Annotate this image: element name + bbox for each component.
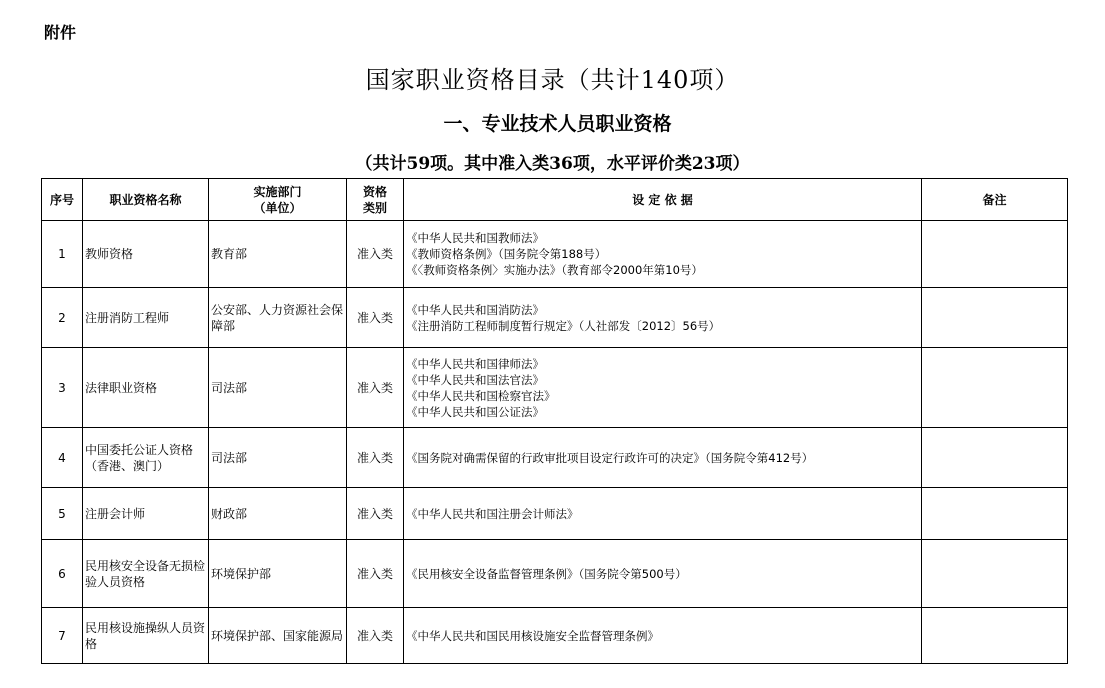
row-dept: 环境保护部、国家能源局 <box>209 608 347 664</box>
header-dept-line2: （单位） <box>253 200 302 215</box>
row-remarks <box>922 348 1068 428</box>
row-num: 3 <box>42 348 83 428</box>
row-dept: 公安部、人力资源社会保障部 <box>209 288 347 348</box>
row-name: 注册消防工程师 <box>83 288 209 348</box>
row-remarks <box>922 428 1068 488</box>
header-name: 职业资格名称 <box>83 179 209 221</box>
row-num: 6 <box>42 540 83 608</box>
header-num: 序号 <box>42 179 83 221</box>
attachment-label: 附件 <box>44 23 77 42</box>
qualification-table <box>41 178 1068 664</box>
row-name: 注册会计师 <box>83 488 209 540</box>
section-title: 一、专业技术人员职业资格 <box>443 113 672 135</box>
row-basis <box>404 540 922 608</box>
row-basis <box>404 608 922 664</box>
row-name: 教师资格 <box>83 221 209 288</box>
header-basis: 设 定 依 据 <box>404 179 922 221</box>
table-header-row <box>42 179 1068 221</box>
row-name: 中国委托公证人资格（香港、澳门） <box>83 428 209 488</box>
row-category: 准入类 <box>347 540 404 608</box>
row-name: 民用核安全设备无损检验人员资格 <box>83 540 209 608</box>
basis-line: 《中华人民共和国律师法》 <box>406 356 544 371</box>
basis-line: 《〈教师资格条例〉实施办法》（教育部令2000年第10号） <box>406 263 703 277</box>
row-basis <box>404 428 922 488</box>
row-name: 民用核设施操纵人员资格 <box>83 608 209 664</box>
header-category-line2: 类别 <box>362 200 387 215</box>
header-category-line1: 资格 <box>362 184 387 199</box>
row-basis <box>404 288 922 348</box>
table-row <box>42 221 1068 288</box>
table-row <box>42 348 1068 428</box>
basis-line: 《中华人民共和国法官法》 <box>406 372 544 387</box>
header-dept-line1: 实施部门 <box>253 184 302 199</box>
basis-line: 《民用核安全设备监督管理条例》（国务院令第500号） <box>406 566 687 581</box>
row-basis <box>404 348 922 428</box>
table-row <box>42 428 1068 488</box>
row-remarks <box>922 608 1068 664</box>
basis-line: 《中华人民共和国消防法》 <box>406 302 544 317</box>
table-row <box>42 288 1068 348</box>
row-dept: 环境保护部 <box>209 540 347 608</box>
basis-line: 《国务院对确需保留的行政审批项目设定行政许可的决定》（国务院令第412号） <box>406 450 814 465</box>
row-num: 4 <box>42 428 83 488</box>
row-dept: 司法部 <box>209 348 347 428</box>
row-dept: 司法部 <box>209 428 347 488</box>
basis-line: 《注册消防工程师制度暂行规定》（人社部发〔2012〕56号） <box>406 318 721 333</box>
header-dept <box>209 179 347 221</box>
basis-line: 《中华人民共和国公证法》 <box>406 404 544 419</box>
row-basis <box>404 488 922 540</box>
row-remarks <box>922 540 1068 608</box>
basis-line: 《中华人民共和国教师法》 <box>406 231 544 245</box>
basis-line: 《中华人民共和国检察官法》 <box>406 388 556 403</box>
row-category: 准入类 <box>347 608 404 664</box>
basis-line: 《教师资格条例》（国务院令第188号） <box>406 247 607 261</box>
table-row <box>42 488 1068 540</box>
row-basis <box>404 221 922 288</box>
row-category: 准入类 <box>347 221 404 288</box>
basis-line: 《中华人民共和国民用核设施安全监督管理条例》 <box>406 628 659 643</box>
row-dept: 教育部 <box>209 221 347 288</box>
row-category: 准入类 <box>347 488 404 540</box>
row-category: 准入类 <box>347 348 404 428</box>
section-subtitle: （共计59项。其中准入类36项，水平评价类23项） <box>355 154 750 174</box>
row-dept: 财政部 <box>209 488 347 540</box>
row-category: 准入类 <box>347 428 404 488</box>
row-num: 2 <box>42 288 83 348</box>
row-num: 7 <box>42 608 83 664</box>
table-row <box>42 540 1068 608</box>
basis-line: 《中华人民共和国注册会计师法》 <box>406 506 579 521</box>
row-name: 法律职业资格 <box>83 348 209 428</box>
page-title: 国家职业资格目录（共计140项） <box>365 66 740 94</box>
row-num: 1 <box>42 221 83 288</box>
row-category: 准入类 <box>347 288 404 348</box>
table-row <box>42 608 1068 664</box>
row-remarks <box>922 288 1068 348</box>
row-num: 5 <box>42 488 83 540</box>
row-remarks <box>922 221 1068 288</box>
header-remarks: 备注 <box>922 179 1068 221</box>
row-remarks <box>922 488 1068 540</box>
header-category <box>347 179 404 221</box>
